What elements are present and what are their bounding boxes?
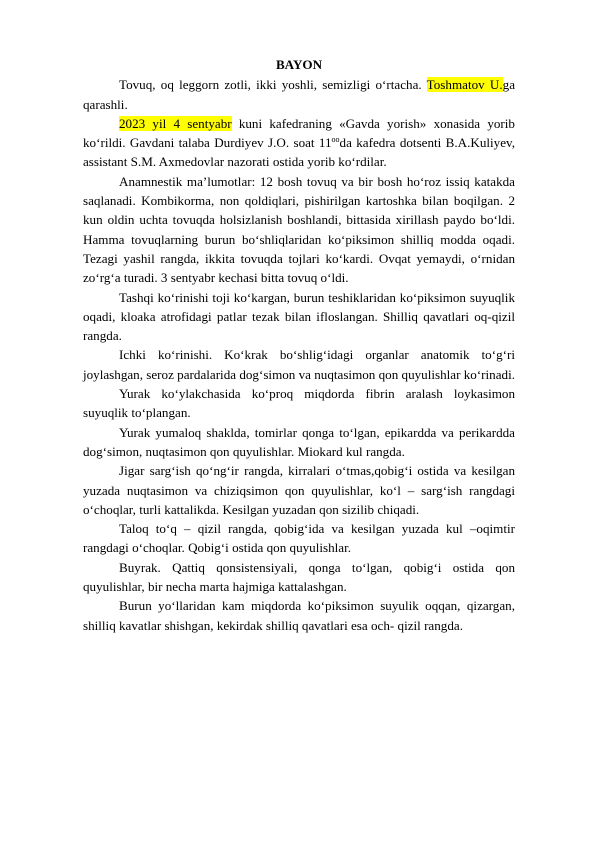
- paragraph-internal-view: Ichki koʻrinishi. Koʻkrak boʻshligʻidagi organlar anatomik toʻgʻri joylashgan, seroz pardalarida dogʻsimon va nuqtasimon qon quyulishlar koʻrinadi.: [83, 347, 515, 382]
- paragraph-anamnesis: Anamnestik ma’lumotlar: 12 bosh tovuq va bir bosh hoʻroz issiq katakda saqlanadi. Kombikorma, non qoldiqlari, pishirilgan kartoshka bilan boqilgan. 2 kun oldin uchta tovuqda holsizlanish boshlandi, bittasida xirillash paydo boʻldi. Hamma tovuqlarning burun boʻshliqlaridan koʻpiksimon shilliq modda oqadi. Tezagi yashil rangda, ikkita tovuqda tojlari koʻkardi. Ovqat yemaydi, oʻrnidan zoʻrgʻa turadi. 3 sentyabr kechasi bitta tovuq oʻldi.: [83, 173, 515, 286]
- paragraph-liver: Jigar sargʻish qoʻngʻir rangda, kirralari oʻtmas,qobigʻi ostida va kesilgan yuzada nuqtasimon va chiziqsimon qon quyulishlar, koʻl – sargʻish rangdagi oʻchoqlar, turli kattalikda. Kesilgan yuzadan qon sizilib chiqadi.: [83, 463, 515, 517]
- paragraph-owner: [83, 75, 515, 114]
- owner-text-end: ga qarashli.: [83, 77, 515, 112]
- time-superscript: oo: [331, 135, 340, 145]
- autopsy-date-highlight: 2023 yil 4 sentyabr: [119, 115, 232, 131]
- document-title: BAYON: [275, 57, 323, 72]
- paragraph-nasal: Burun yoʻllaridan kam miqdorda koʻpiksimon suyulik oqqan, qizargan, shilliq kavatlar shishgan, kekirdak shilliq qavatlari esa och- qizil rangda.: [83, 598, 515, 633]
- paragraph-pericardium: Yurak koʻylakchasida koʻproq miqdorda fibrin aralash loykasimon suyuqlik toʻplangan.: [83, 386, 515, 421]
- autopsy-text: kuni kafedraning «Gavda yorish» xonasida yorib koʻrildi. Gavdani talaba Durdiyev J.O. soat 11: [83, 115, 515, 151]
- paragraph-heart: Yurak yumaloq shaklda, tomirlar qonga toʻlgan, epikardda va perikardda dogʻsimon, nuqtasimon qon quyulishlar. Miokard kul rangda.: [83, 424, 515, 459]
- paragraph-spleen: Taloq toʻq – qizil rangda, qobigʻida va kesilgan yuzada kul –oqimtir rangdagi oʻchoqlar. Qobigʻi ostida qon quyulishlar.: [83, 521, 515, 556]
- owner-text: Tovuq, oq leggorn zotli, ikki yoshli, semizligi oʻrtacha.: [119, 77, 427, 93]
- paragraph-autopsy-date: [83, 114, 515, 172]
- paragraph-external-view: Tashqi koʻrinishi toji koʻkargan, burun teshiklaridan koʻpiksimon suyuqlik oqadi, kloaka atrofidagi patlar tezak bilan ifloslangan. Shilliq qavatlari oq-qizil rangda.: [83, 289, 515, 344]
- paragraph-kidney: Buyrak. Qattiq qonsistensiyali, qonga toʻlgan, qobigʻi ostida qon quyulishlar, bir necha marta hajmiga kattalashgan.: [83, 559, 515, 595]
- owner-name-highlight: Toshmatov U.: [426, 77, 503, 93]
- document-page: [83, 55, 515, 635]
- autopsy-text-end: da kafedra dotsenti B.A.Kuliyev, assistant S.M. Axmedovlar nazorati ostida yorib koʻrdilar.: [83, 135, 515, 170]
